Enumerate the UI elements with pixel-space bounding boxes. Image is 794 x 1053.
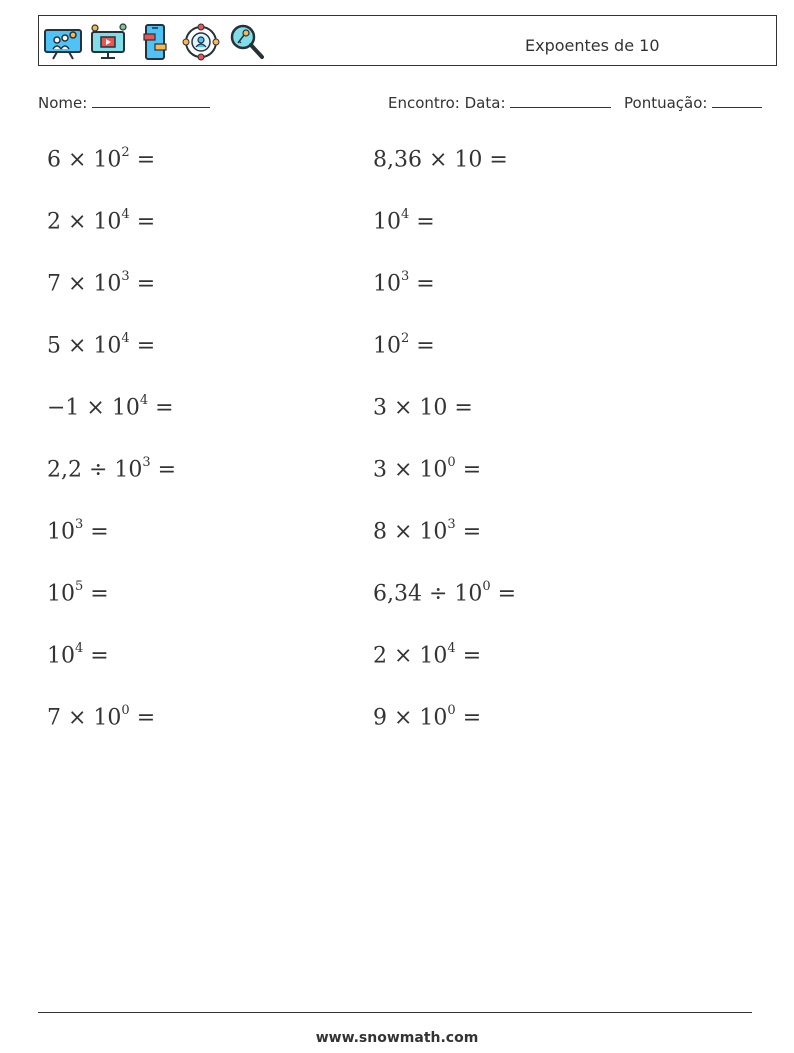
problem-equals: = (129, 271, 156, 297)
problem-right-10 (373, 705, 481, 730)
problem-exponent: 2 (401, 331, 410, 346)
problem-left-3 (47, 271, 155, 296)
problem-equals: = (455, 519, 482, 545)
problem-equals: = (129, 333, 156, 359)
problem-exponent: 0 (482, 579, 491, 594)
score-label: Pontuação: (624, 94, 708, 112)
score-field (624, 93, 762, 112)
worksheet-title: Expoentes de 10 (525, 36, 660, 55)
problem-base: 10 (373, 271, 401, 297)
mobile-chat-icon (135, 22, 175, 62)
network-people-icon (181, 22, 221, 62)
date-blank[interactable] (510, 93, 611, 108)
problem-equals: = (455, 457, 482, 483)
problem-equals: = (129, 147, 156, 173)
problem-exponent: 5 (75, 579, 84, 594)
problem-base: 2 × 10 (373, 643, 448, 669)
problem-equals: = (409, 271, 435, 297)
problem-exponent: 3 (447, 517, 456, 532)
problem-base: 10 (373, 333, 401, 359)
footer-divider (38, 1012, 752, 1013)
problem-base: 6,34 ÷ 10 (373, 581, 483, 607)
problem-base: 10 (47, 643, 75, 669)
problem-right-3 (373, 271, 435, 296)
header-icons (43, 20, 267, 64)
problem-equals: = (409, 209, 435, 235)
problem-right-8 (373, 581, 516, 606)
problem-exponent: 4 (75, 641, 84, 656)
problem-equals: = (129, 705, 156, 731)
problem-base: 6 × 10 (47, 147, 122, 173)
problem-base: 10 (47, 519, 75, 545)
problem-right-5 (373, 395, 473, 420)
score-blank[interactable] (712, 93, 762, 108)
problem-exponent: 2 (121, 145, 130, 160)
problem-base: 8 × 10 (373, 519, 448, 545)
problem-right-6 (373, 457, 481, 482)
footer-url: www.snowmath.com (315, 1030, 479, 1046)
problem-exponent: 4 (121, 207, 130, 222)
monitor-video-icon (89, 22, 129, 62)
problem-equals: = (129, 209, 156, 235)
problem-equals: = (148, 395, 174, 421)
problem-equals: = (150, 457, 177, 483)
problem-right-9 (373, 643, 481, 668)
problem-equals: = (83, 643, 109, 669)
problem-left-1 (47, 147, 155, 172)
problem-base: 9 × 10 (373, 705, 448, 731)
problem-base: 2 × 10 (47, 209, 122, 235)
name-field (38, 93, 210, 112)
problem-exponent: 3 (75, 517, 84, 532)
problem-equals: = (409, 333, 435, 359)
problem-exponent: 0 (447, 455, 456, 470)
problem-base: 8,36 × 10 = (373, 147, 508, 173)
problem-exponent: 4 (447, 641, 456, 656)
problem-base: 2,2 ÷ 10 (47, 457, 143, 483)
problem-equals: = (83, 581, 109, 607)
problem-base: 3 × 10 (373, 457, 448, 483)
magnifier-key-icon (227, 22, 267, 62)
problem-equals: = (490, 581, 517, 607)
problem-exponent: 3 (121, 269, 130, 284)
problem-base: −1 × 10 (47, 395, 140, 421)
problem-left-9 (47, 643, 109, 668)
problem-left-6 (47, 457, 176, 482)
problem-right-4 (373, 333, 435, 358)
problem-equals: = (455, 643, 482, 669)
problem-right-2 (373, 209, 435, 234)
problem-left-10 (47, 705, 155, 730)
name-blank[interactable] (92, 93, 210, 108)
name-label: Nome: (38, 94, 88, 112)
problem-base: 10 (373, 209, 401, 235)
problem-right-7 (373, 519, 481, 544)
problem-left-2 (47, 209, 155, 234)
problem-exponent: 4 (121, 331, 130, 346)
meeting-date-field (388, 93, 611, 112)
problem-left-5 (47, 395, 174, 420)
problem-left-4 (47, 333, 155, 358)
problem-exponent: 3 (142, 455, 151, 470)
problem-base: 7 × 10 (47, 271, 122, 297)
problem-exponent: 4 (139, 393, 149, 408)
problem-equals: = (83, 519, 109, 545)
presentation-board-icon (43, 22, 83, 62)
problem-exponent: 0 (447, 703, 456, 718)
meeting-date-label: Encontro: Data: (388, 94, 506, 112)
problem-left-8 (47, 581, 109, 606)
problem-base: 3 × 10 = (373, 395, 473, 421)
problem-equals: = (455, 705, 482, 731)
problem-left-7 (47, 519, 109, 544)
problem-exponent: 0 (121, 703, 130, 718)
problem-right-1 (373, 147, 508, 172)
problem-exponent: 3 (401, 269, 410, 284)
problem-exponent: 4 (401, 207, 410, 222)
problem-base: 5 × 10 (47, 333, 122, 359)
problem-base: 7 × 10 (47, 705, 122, 731)
problem-base: 10 (47, 581, 75, 607)
worksheet-header (38, 15, 777, 66)
